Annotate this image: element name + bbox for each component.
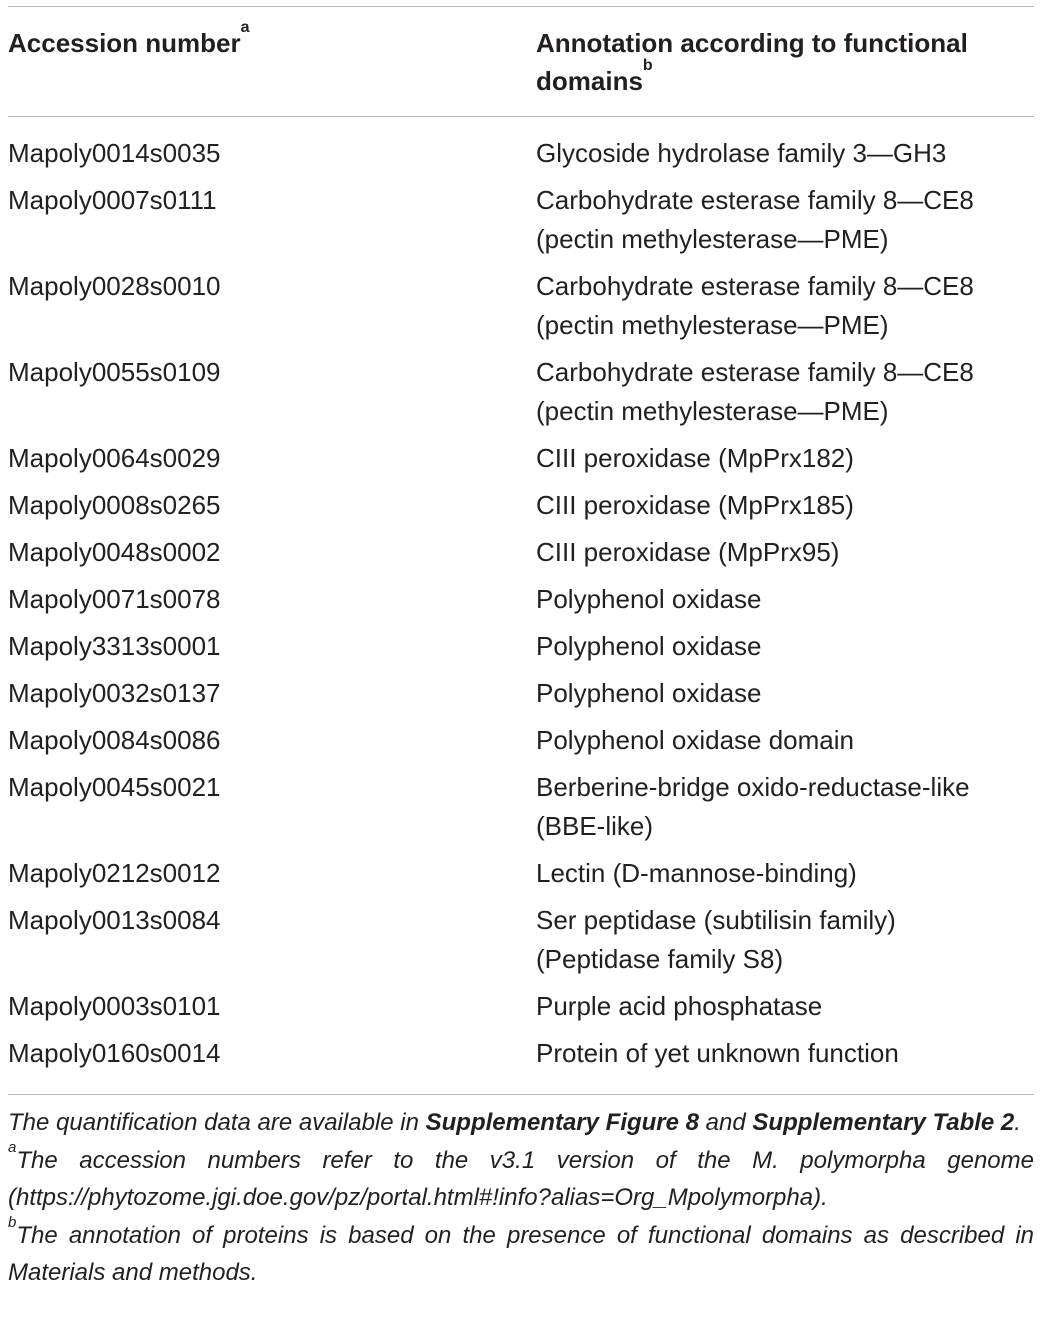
supplementary-figure-ref: Supplementary Figure 8	[425, 1109, 700, 1136]
table-footnotes	[8, 1104, 1034, 1292]
supplementary-table-ref: Supplementary Table 2	[752, 1109, 1015, 1136]
annotation-line: Polyphenol oxidase domain	[536, 725, 854, 755]
annotation-line: (BBE-like)	[536, 811, 654, 841]
annotation-line: Protein of yet unknown function	[536, 1038, 899, 1068]
annotation-cell	[536, 439, 1036, 486]
footnote-a-text: The accession numbers refer to the v3.1 version of the M. polymorpha genome (https://phytozome.jgi.doe.gov/pz/portal.html#!info?alias=Org_Mpolymorpha).	[8, 1146, 1034, 1211]
table-row	[0, 580, 1036, 627]
annotation-line: Berberine-bridge oxido-reductase-like	[536, 772, 970, 802]
annotation-line: (Peptidase family S8)	[536, 944, 784, 974]
accession-cell: Mapoly0014s0035	[8, 138, 221, 168]
accession-cell: Mapoly0032s0137	[8, 678, 221, 708]
accession-cell: Mapoly0028s0010	[8, 271, 221, 301]
annotation-line: CIII peroxidase (MpPrx185)	[536, 490, 854, 520]
footnote-a	[8, 1138, 1034, 1217]
table-row	[0, 854, 1036, 901]
column-header-annotation-label: Annotation according to functional domains	[536, 28, 968, 96]
table-row	[0, 768, 1036, 854]
annotation-line: Purple acid phosphatase	[536, 991, 823, 1021]
annotation-line: CIII peroxidase (MpPrx182)	[536, 443, 854, 473]
table-top-rule	[8, 6, 1034, 7]
annotation-line: Polyphenol oxidase	[536, 584, 762, 614]
annotation-cell	[536, 901, 1036, 987]
accession-cell: Mapoly0045s0021	[8, 772, 221, 802]
table-row	[0, 486, 1036, 533]
accession-cell: Mapoly0071s0078	[8, 584, 221, 614]
annotation-cell	[536, 768, 1036, 854]
footnote-quantification	[8, 1104, 1034, 1142]
accession-cell: Mapoly0064s0029	[8, 443, 221, 473]
annotation-cell	[536, 181, 1036, 267]
annotation-line: Carbohydrate esterase family 8—CE8	[536, 271, 974, 301]
table-row	[0, 1034, 1036, 1081]
data-table	[0, 134, 1036, 1081]
accession-cell: Mapoly0008s0265	[8, 490, 221, 520]
table-row	[0, 901, 1036, 987]
footnote-b	[8, 1213, 1034, 1292]
annotation-cell	[536, 1034, 1036, 1081]
table-row	[0, 533, 1036, 580]
annotation-cell	[536, 987, 1036, 1034]
annotation-line: Carbohydrate esterase family 8—CE8	[536, 357, 974, 387]
footnote-marker-b: b	[642, 57, 653, 74]
annotation-cell	[536, 674, 1036, 721]
annotation-cell	[536, 486, 1036, 533]
annotation-line: Lectin (D-mannose-binding)	[536, 858, 857, 888]
annotation-cell	[536, 267, 1036, 353]
accession-cell: Mapoly0003s0101	[8, 991, 221, 1021]
table-bottom-rule	[8, 1094, 1034, 1095]
annotation-line: (pectin methylesterase—PME)	[536, 224, 889, 254]
accession-cell: Mapoly0084s0086	[8, 725, 221, 755]
table-row	[0, 674, 1036, 721]
footnote-b-text: The annotation of proteins is based on the presence of functional domains as described in Materials and methods.	[8, 1221, 1034, 1286]
annotation-cell	[536, 580, 1036, 627]
table-row	[0, 353, 1036, 439]
table-row	[0, 181, 1036, 267]
annotation-line: Polyphenol oxidase	[536, 678, 762, 708]
column-header-annotation	[536, 24, 1026, 100]
table-row	[0, 267, 1036, 353]
accession-cell: Mapoly0048s0002	[8, 537, 221, 567]
accession-cell: Mapoly0055s0109	[8, 357, 221, 387]
header-rule	[8, 116, 1034, 117]
footnote-b-marker: b	[8, 1213, 17, 1231]
annotation-cell	[536, 854, 1036, 901]
annotation-line: Ser peptidase (subtilisin family)	[536, 905, 896, 935]
annotation-line: (pectin methylesterase—PME)	[536, 310, 889, 340]
column-header-accession	[8, 19, 250, 62]
accession-cell: Mapoly0160s0014	[8, 1038, 221, 1068]
accession-cell: Mapoly0007s0111	[8, 185, 217, 215]
column-header-accession-label: Accession number	[8, 28, 241, 58]
table-row	[0, 987, 1036, 1034]
table-row	[0, 134, 1036, 181]
annotation-cell	[536, 134, 1036, 181]
annotation-line: (pectin methylesterase—PME)	[536, 396, 889, 426]
footnote-marker-a: a	[240, 19, 250, 36]
annotation-line: CIII peroxidase (MpPrx95)	[536, 537, 840, 567]
footnote-quant-mid: and	[699, 1109, 753, 1136]
table-row	[0, 721, 1036, 768]
footnote-a-marker: a	[8, 1138, 17, 1156]
annotation-cell	[536, 627, 1036, 674]
table-body	[0, 134, 1036, 1081]
accession-cell: Mapoly3313s0001	[8, 631, 221, 661]
annotation-line: Carbohydrate esterase family 8—CE8	[536, 185, 974, 215]
annotation-line: Polyphenol oxidase	[536, 631, 762, 661]
accession-cell: Mapoly0212s0012	[8, 858, 221, 888]
footnote-quant-end: .	[1014, 1109, 1021, 1136]
table-row	[0, 439, 1036, 486]
annotation-cell	[536, 721, 1036, 768]
annotation-cell	[536, 353, 1036, 439]
footnote-quant-prefix: The quantification data are available in	[8, 1109, 426, 1136]
table-row	[0, 627, 1036, 674]
annotation-cell	[536, 533, 1036, 580]
accession-cell: Mapoly0013s0084	[8, 905, 221, 935]
annotation-line: Glycoside hydrolase family 3—GH3	[536, 138, 947, 168]
